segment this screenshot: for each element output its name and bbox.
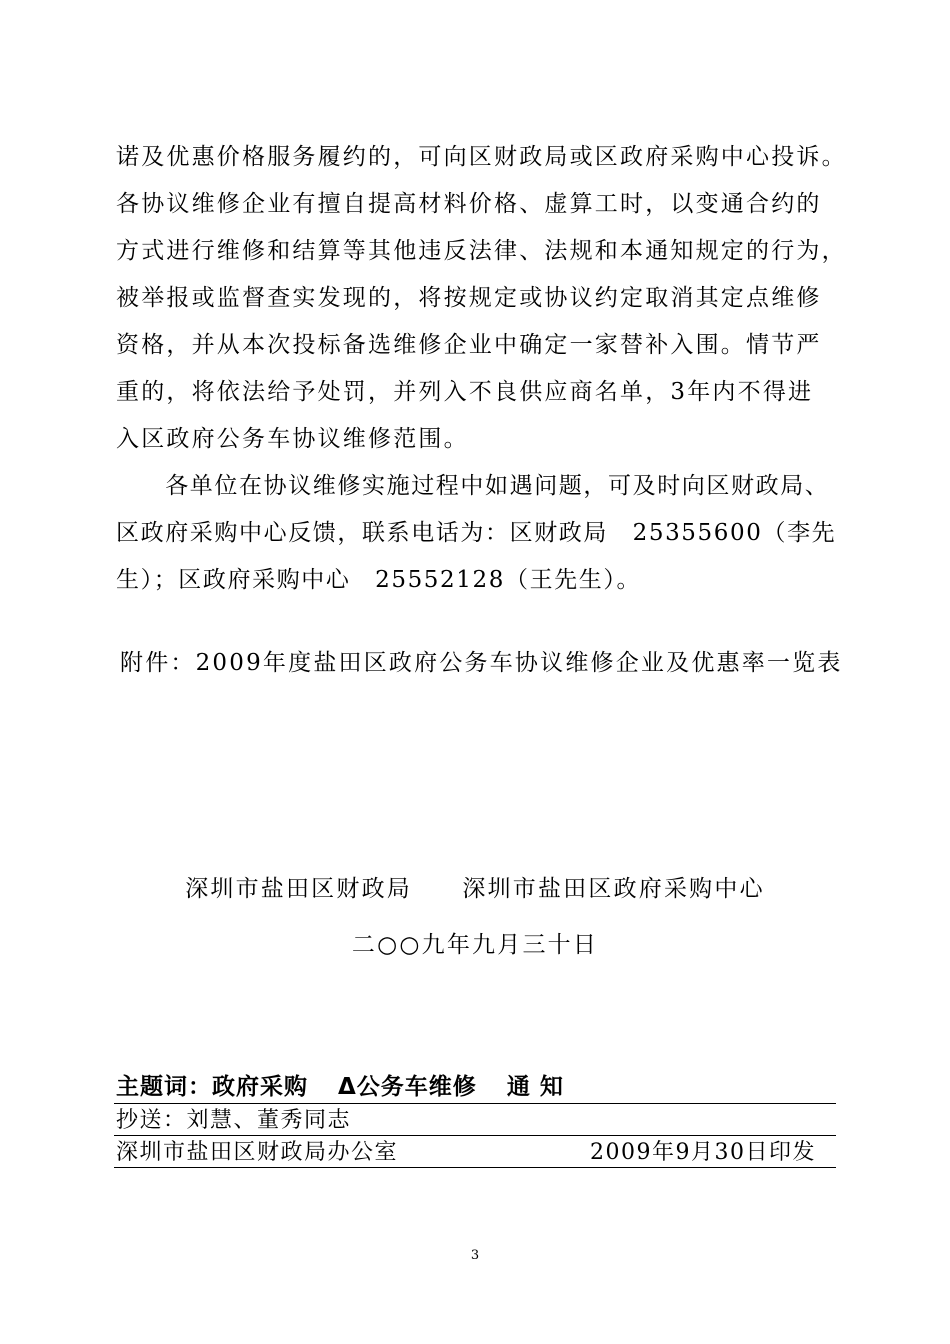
body-line: 入区政府公务车协议维修范围。 xyxy=(116,426,469,452)
subject-label: 主题词：政府采购 xyxy=(116,1074,308,1100)
body-line: 诺及优惠价格服务履约的，可向区财政局或区政府采购中心投诉。 xyxy=(116,144,847,170)
issue-date: 二○○九年九月三十日 xyxy=(351,932,599,958)
body-line: 各单位在协议维修实施过程中如遇问题，可及时向区财政局、 xyxy=(116,473,830,499)
body-line: 资格，并从本次投标备选维修企业中确定一家替补入围。情节严 xyxy=(116,332,822,358)
print-info-row xyxy=(116,1139,836,1167)
body-line: 重的，将依法给予处罚，并列入不良供应商名单，3年内不得进 xyxy=(116,379,814,405)
divider xyxy=(114,1103,836,1104)
issuer-line: 深圳市盐田区财政局 深圳市盐田区政府采购中心 xyxy=(185,876,765,902)
attachment-line: 附件：2009年度盐田区政府公务车协议维修企业及优惠率一览表 xyxy=(120,650,843,676)
subject-words xyxy=(116,1072,836,1102)
body-line: 各协议维修企业有擅自提高材料价格、虚算工时，以变通合约的 xyxy=(116,191,822,217)
body-line: 被举报或监督查实发现的，将按规定或协议约定取消其定点维修 xyxy=(116,285,822,311)
print-date: 2009年9月30日印发 xyxy=(590,1140,816,1165)
subject-word: 通 知 xyxy=(506,1074,564,1100)
issuing-office: 深圳市盐田区财政局办公室 xyxy=(116,1140,399,1165)
page-number: 3 xyxy=(470,1248,480,1263)
body-line: 区政府采购中心反馈，联系电话为：区财政局 25355600（李先 xyxy=(116,520,837,546)
body-line: 生）；区政府采购中心 25552128（王先生）。 xyxy=(116,567,642,593)
body-line: 方式进行维修和结算等其他违反法律、法规和本通知规定的行为， xyxy=(116,238,847,264)
cc-line: 抄送：刘慧、董秀同志 xyxy=(116,1108,352,1133)
divider xyxy=(114,1135,836,1136)
subject-word: Δ公务车维修 xyxy=(338,1074,477,1100)
divider xyxy=(114,1167,836,1168)
